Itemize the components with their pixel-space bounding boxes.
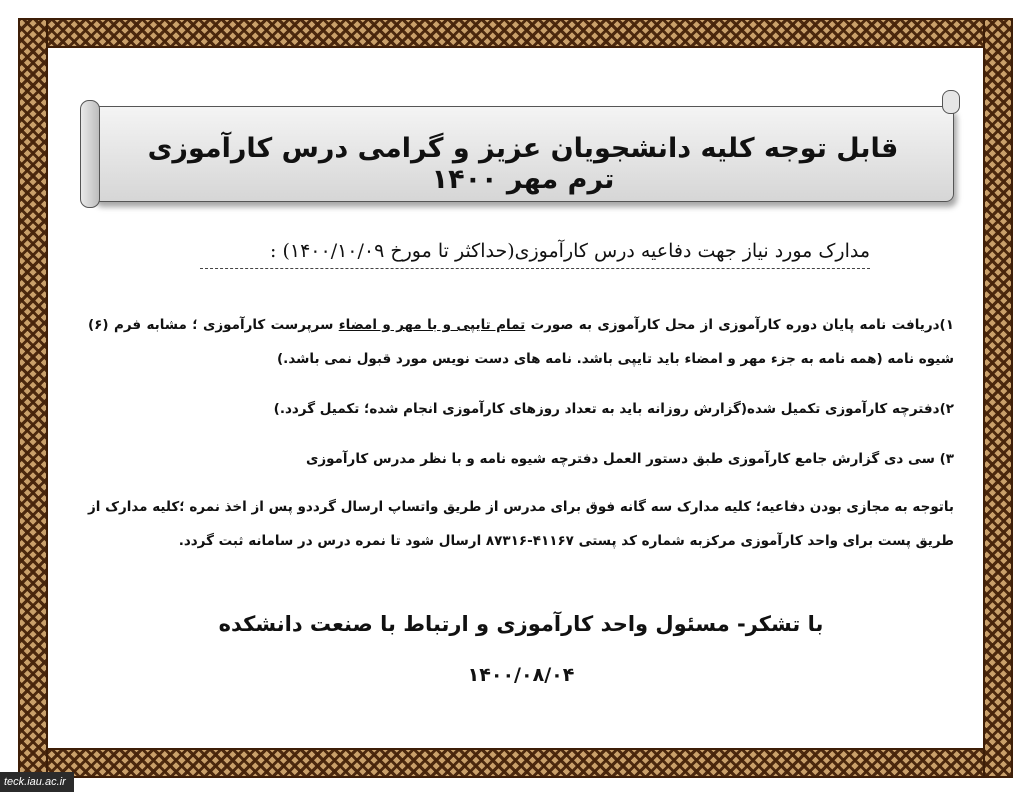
border-left — [18, 18, 48, 778]
scroll-curl-left — [80, 100, 100, 208]
page-title: قابل توجه کلیه دانشجویان عزیز و گرامی درس کارآموزی ترم مهر ۱۴۰۰ — [147, 133, 899, 195]
document-date: ۱۴۰۰/۰۸/۰۴ — [467, 664, 575, 686]
requirement-item-3: ۳) سی دی گزارش جامع کارآموزی طبق دستور العمل دفترچه شیوه نامه و با نظر مدرس کارآموزی — [305, 451, 954, 467]
item-1-text-b: سرپرست کارآموزی ؛ مشابه فرم (۶) شیوه نامه (همه نامه به جزء مهر و امضاء باید تایپی باشد. نامه های دست نویس مورد قبول نمی باشد.) — [88, 317, 954, 367]
requirements-heading: مدارک مورد نیاز جهت دفاعیه درس کارآموزی(حداکثر تا مورخ ۱۴۰۰/۱۰/۰۹) : — [200, 240, 870, 269]
title-scroll-banner — [80, 100, 960, 206]
requirement-item-1 — [88, 308, 954, 376]
requirement-item-2: ۲)دفترچه کارآموزی تکمیل شده(گزارش روزانه باید به تعداد روزهای کارآموزی انجام شده؛ تکمیل گردد.) — [273, 401, 954, 417]
notice-paragraph: باتوجه به مجازی بودن دفاعیه؛ کلیه مدارک سه گانه فوق برای مدرس از طریق واتساپ ارسال گرددو پس از اخذ نمره ؛کلیه مدارک از طریق پست برای واحد کارآموزی مرکزبه شماره کد پستی ۴۱۱۶۷-۸۷۳۱۶ ارسال شود تا نمره درس در سامانه ثبت گردد. — [88, 499, 954, 549]
item-1-text-a: ۱)دریافت نامه پایان دوره کارآموزی از محل کارآموزی به صورت — [525, 317, 954, 333]
item-1-underlined: تمام تایپی و با مهر و امضاء — [338, 317, 526, 333]
scroll-curl-right — [942, 90, 960, 114]
site-watermark: teck.iau.ac.ir — [0, 772, 74, 792]
signature-line: با تشکر- مسئول واحد کارآموزی و ارتباط با صنعت دانشکده — [218, 612, 824, 636]
scroll-body — [92, 106, 954, 202]
border-bottom — [18, 748, 1013, 778]
border-right — [983, 18, 1013, 778]
border-top — [18, 18, 1013, 48]
